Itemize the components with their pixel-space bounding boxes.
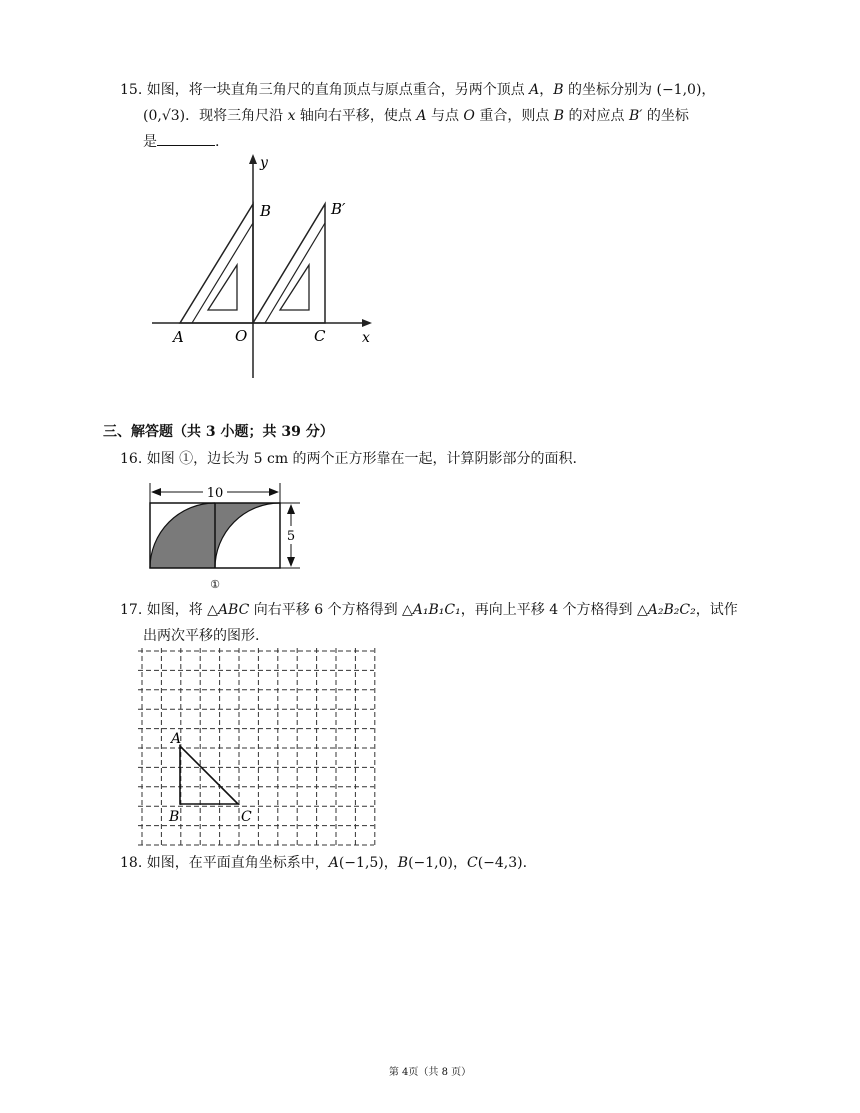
q16-text: 16. 如图 ①，边长为 5 cm 的两个正方形靠在一起，计算阴影部分的面积. [120, 451, 577, 467]
q15-figure [140, 152, 380, 382]
q15-line3: 是 . [143, 134, 220, 150]
q16-figure [145, 483, 305, 593]
q18-text: 18. 如图，在平面直角坐标系中，A(−1,5)，B(−1,0)，C(−4,3). [120, 855, 528, 871]
page-footer: 第 4页（共 8 页） [388, 1067, 472, 1078]
label-A: A [173, 328, 184, 346]
triangle-OCBp [253, 204, 325, 323]
triangle-AOB-inner-edge [192, 223, 253, 323]
label-O: O [235, 327, 248, 345]
label-x: x [362, 330, 370, 346]
label-y: y [260, 155, 268, 171]
label-B: B [260, 202, 272, 220]
triangle-OCBp-inner-edge [265, 223, 325, 323]
q17-line2: 出两次平移的图形. [143, 628, 260, 644]
shaded-quarter-right [215, 503, 280, 568]
label-Bp: B′ [331, 200, 346, 218]
triangle-AOB-cutout [208, 265, 237, 310]
answer-blank [157, 132, 215, 146]
shaded-quarter-left [150, 503, 215, 568]
width-label: 10 [206, 486, 224, 501]
height-label: 5 [286, 529, 296, 544]
width-arrow-left [151, 488, 161, 496]
triangle-ABC [180, 746, 238, 804]
height-arrow-top [287, 504, 295, 514]
q17-line1: 17. 如图，将 △ABC 向右平移 6 个方格得到 △A₁B₁C₁，再向上平移 4 个方格得到 △A₂B₂C₂，试作 [120, 602, 738, 618]
label-C: C [314, 327, 326, 345]
width-arrow-right [269, 488, 279, 496]
grid-label-C: C [241, 809, 252, 825]
triangle-AOB [180, 204, 253, 323]
grid-label-B: B [169, 809, 180, 825]
height-arrow-bottom [287, 557, 295, 567]
x-axis-arrow [362, 319, 372, 327]
figure-caption: ① [210, 578, 220, 591]
y-axis-arrow [249, 154, 257, 164]
section-heading: 三、解答题（共 3 小题；共 39 分） [103, 424, 334, 440]
q15-line1: 15. 如图，将一块直角三角尺的直角顶点与原点重合，另两个顶点 A，B 的坐标分别为 (−1,0)， [120, 82, 716, 98]
grid-label-A: A [171, 731, 182, 747]
q15-line2: (0,√3)．现将三角尺沿 x 轴向右平移，使点 A 与点 O 重合，则点 B 的对应点 B′ 的坐标 [143, 108, 689, 124]
q17-grid-figure [138, 648, 378, 848]
